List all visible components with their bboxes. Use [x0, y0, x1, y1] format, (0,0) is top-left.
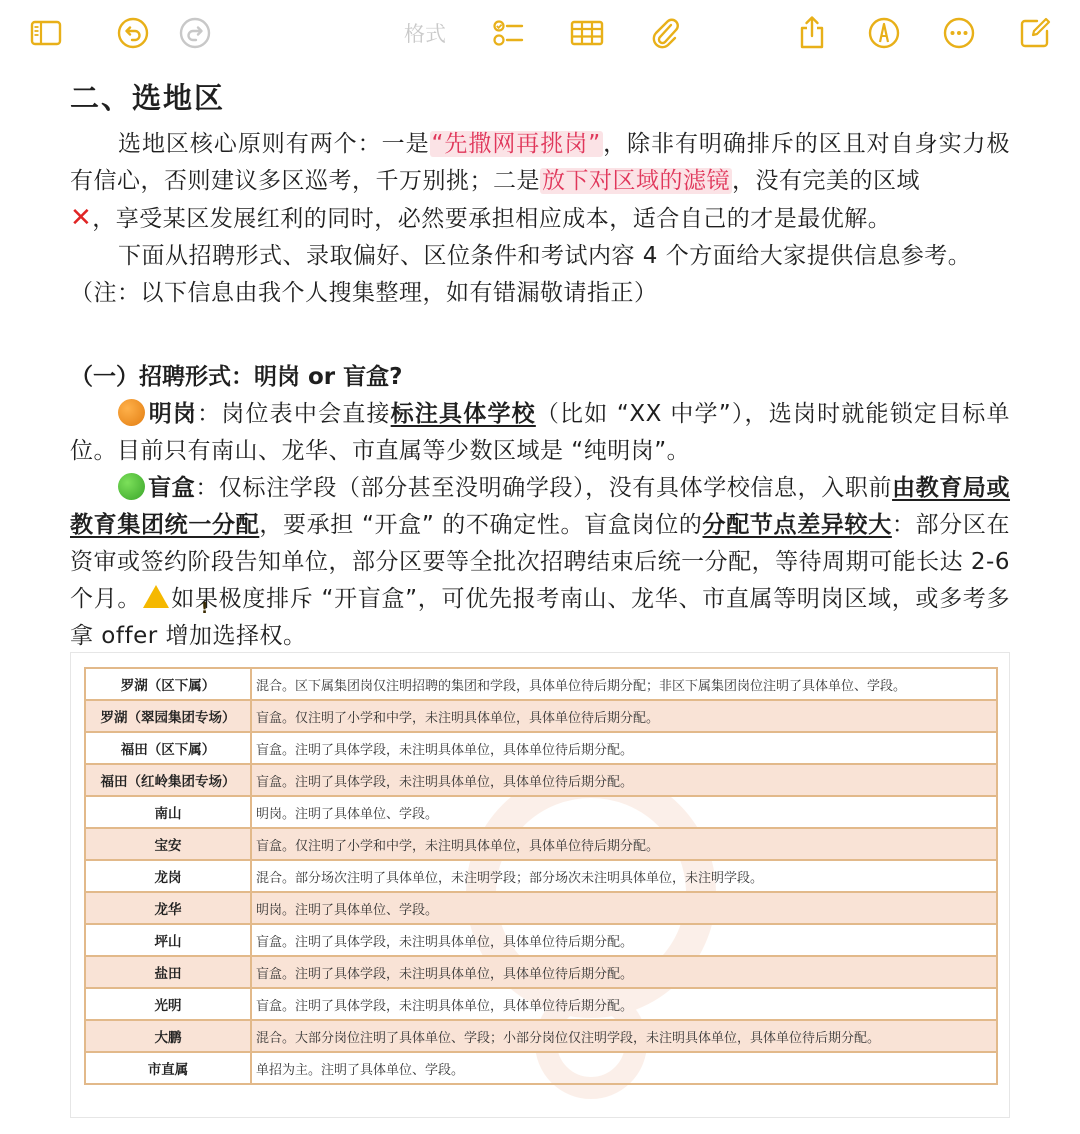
district-table — [84, 667, 998, 1085]
intro-text-a: 选地区核心原则有两个：一是 — [118, 131, 430, 157]
district-description: 盲盒。注明了具体学段，未注明具体单位，具体单位待后期分配。 — [251, 764, 997, 796]
highlight-drop-filter: 放下对区域的滤镜 — [542, 168, 730, 194]
red-cross-icon: ✕ — [70, 203, 93, 233]
mang-underline-2: 分配节点差异较大 — [702, 512, 892, 538]
share-icon[interactable] — [792, 14, 832, 52]
intro-paragraph — [70, 126, 1010, 238]
district-name: 大鹏 — [85, 1020, 251, 1052]
district-name: 罗湖（区下属） — [85, 668, 251, 700]
table-row — [85, 924, 997, 956]
district-description: 混合。区下属集团岗仅注明招聘的集团和学段，具体单位待后期分配；非区下属集团岗位注明了具体单位、学段。 — [251, 668, 997, 700]
district-name: 福田（区下属） — [85, 732, 251, 764]
district-name: 盐田 — [85, 956, 251, 988]
intro-text-b: ，除非有明确排斥的区且对自身实力极有信心，否则建议多区巡考，千万别挑；二是 — [70, 131, 1010, 194]
district-description: 盲盒。注明了具体学段，未注明具体单位，具体单位待后期分配。 — [251, 956, 997, 988]
district-description: 盲盒。注明了具体学段，未注明具体单位，具体单位待后期分配。 — [251, 988, 997, 1020]
mang-underline-1: 由教育局或教育集团统一分配 — [70, 475, 1011, 538]
table-row — [85, 668, 997, 700]
mang-text-d: 如果极度排斥 “开盲盒”，可优先报考南山、龙华、市直属等明岗区域，或多考多拿 offer 增加选择权。 — [70, 586, 1010, 649]
note-body[interactable] — [70, 70, 1010, 655]
intro-text-d: ，享受某区发展红利的同时，必然要承担相应成本，适合自己的才是最优解。 — [92, 206, 892, 232]
mang-text-a: ：仅标注学段（部分甚至没明确学段），没有具体学校信息，入职前 — [195, 475, 893, 501]
table-icon[interactable] — [567, 14, 607, 52]
ming-underline: 标注具体学校 — [390, 401, 536, 427]
spacer — [70, 312, 1010, 358]
highlight-cast-net: “先撒网再挑岗” — [431, 131, 601, 157]
warning-icon — [143, 585, 169, 608]
district-name: 宝安 — [85, 828, 251, 860]
mang-paragraph — [70, 470, 1010, 655]
toolbar — [0, 0, 1080, 66]
district-description: 明岗。注明了具体单位、学段。 — [251, 796, 997, 828]
district-description: 盲盒。仅注明了小学和中学，未注明具体单位，具体单位待后期分配。 — [251, 700, 997, 732]
redo-icon[interactable] — [175, 14, 215, 52]
section-heading: 二、选地区 — [70, 81, 226, 115]
table-row — [85, 700, 997, 732]
mang-label: 盲盒 — [148, 475, 196, 501]
district-name: 福田（红岭集团专场） — [85, 764, 251, 796]
district-description: 盲盒。注明了具体学段，未注明具体单位，具体单位待后期分配。 — [251, 924, 997, 956]
district-name: 南山 — [85, 796, 251, 828]
district-description: 盲盒。注明了具体学段，未注明具体单位，具体单位待后期分配。 — [251, 732, 997, 764]
more-icon[interactable] — [939, 14, 979, 52]
district-description: 混合。部分场次注明了具体单位，未注明学段；部分场次未注明具体单位，未注明学段。 — [251, 860, 997, 892]
district-description: 单招为主。注明了具体单位、学段。 — [251, 1052, 997, 1084]
district-table-image[interactable] — [70, 652, 1010, 1118]
note-paragraph: （注：以下信息由我个人搜集整理，如有错漏敬请指正） — [70, 280, 658, 306]
ming-paragraph — [70, 396, 1010, 470]
compose-icon[interactable] — [1015, 14, 1055, 52]
undo-icon[interactable] — [113, 14, 153, 52]
ming-text-a: ：岗位表中会直接 — [197, 401, 391, 427]
pen-icon[interactable] — [864, 14, 904, 52]
table-row — [85, 732, 997, 764]
district-name: 光明 — [85, 988, 251, 1020]
ming-text-b: （比如 “XX 中学”），选岗时就能锁定目标单位。目前只有南山、龙华、市直属等少数区域是 “纯明岗”。 — [70, 401, 1011, 464]
mang-text-c: ：部分区在资审或签约阶段告知单位，部分区要等全批次招聘结束后统一分配，等待周期可能长达 2-6 个月。 — [70, 512, 1011, 612]
table-row — [85, 764, 997, 796]
district-name: 罗湖（翠园集团专场） — [85, 700, 251, 732]
table-row — [85, 796, 997, 828]
table-row — [85, 956, 997, 988]
sidebar-icon[interactable] — [26, 14, 66, 52]
intro-text-c: ，没有完美的区域 — [732, 168, 920, 194]
district-name: 坪山 — [85, 924, 251, 956]
table-row — [85, 892, 997, 924]
paperclip-icon[interactable] — [645, 14, 685, 52]
table-row — [85, 828, 997, 860]
district-name: 龙华 — [85, 892, 251, 924]
mang-text-b: ，要承担 “开盒” 的不确定性。盲盒岗位的 — [259, 512, 703, 538]
green-circle-icon — [118, 473, 145, 500]
subsection-heading: （一）招聘形式：明岗 or 盲盒? — [70, 364, 403, 390]
table-row — [85, 988, 997, 1020]
overview-paragraph: 下面从招聘形式、录取偏好、区位条件和考试内容 4 个方面给大家提供信息参考。 — [118, 243, 972, 269]
district-description: 明岗。注明了具体单位、学段。 — [251, 892, 997, 924]
district-description: 盲盒。仅注明了小学和中学，未注明具体单位，具体单位待后期分配。 — [251, 828, 997, 860]
table-row — [85, 1052, 997, 1084]
orange-circle-icon — [118, 399, 145, 426]
ming-label: 明岗 — [148, 401, 198, 427]
table-row — [85, 860, 997, 892]
district-description: 混合。大部分岗位注明了具体单位、学段；小部分岗位仅注明学段，未注明具体单位，具体单位待后期分配。 — [251, 1020, 997, 1052]
district-name: 市直属 — [85, 1052, 251, 1084]
checklist-icon[interactable] — [488, 14, 528, 52]
district-name: 龙岗 — [85, 860, 251, 892]
table-row — [85, 1020, 997, 1052]
format-title[interactable]: 格式 — [404, 22, 446, 46]
